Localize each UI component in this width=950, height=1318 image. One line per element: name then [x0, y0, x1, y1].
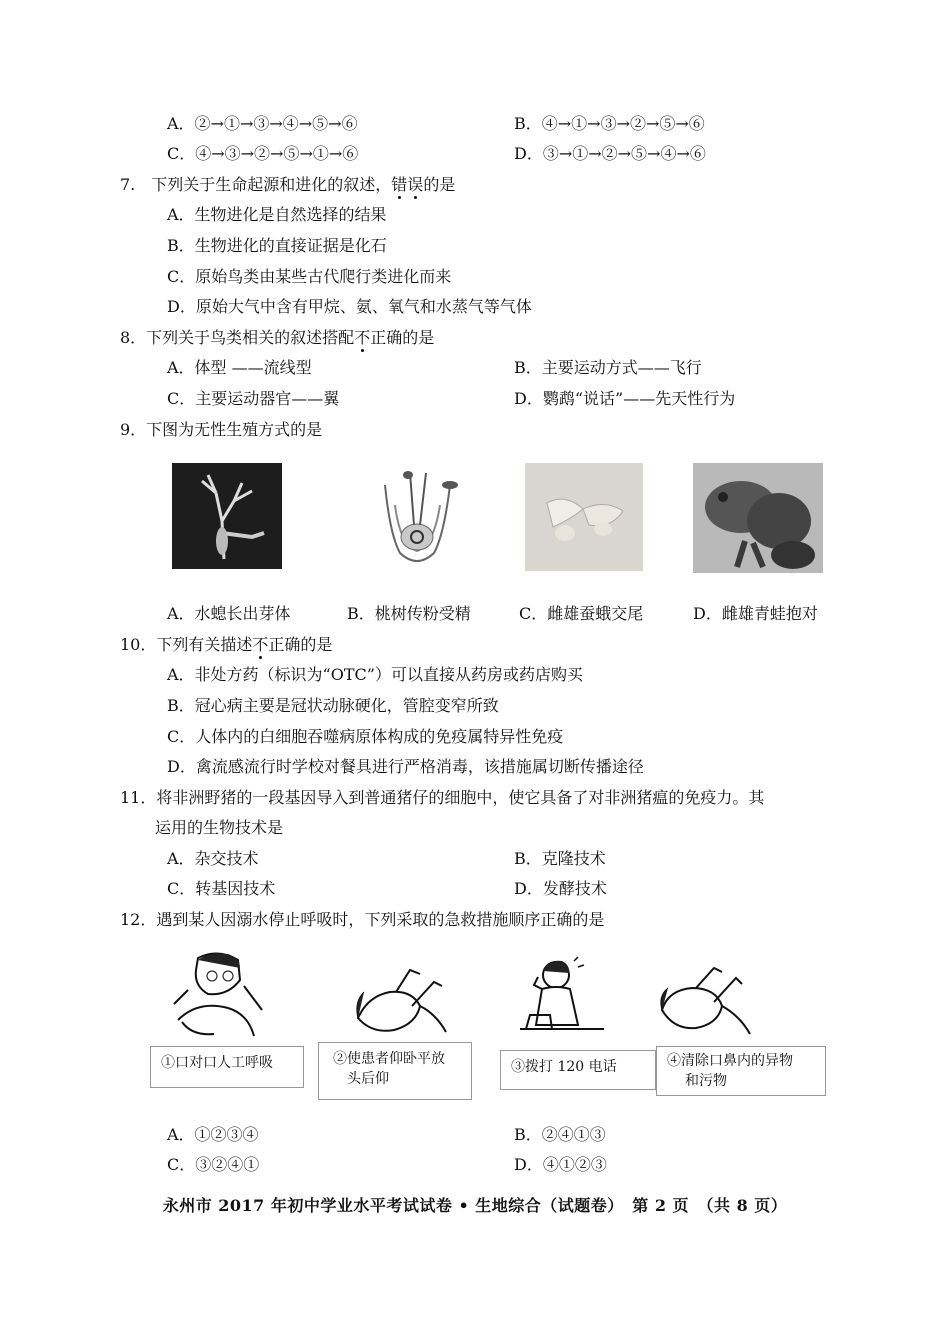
- q6-option-c: C．④→③→②→⑤→①→⑥: [167, 144, 359, 163]
- q12-option-b: B．②④①③: [514, 1125, 606, 1144]
- q10-stem: 10．下列有关描述不正确的是: [120, 635, 333, 654]
- clearing-airway-illustration: [656, 962, 756, 1046]
- q6-option-b: B．④→①→③→②→⑤→⑥: [514, 114, 705, 133]
- silkworm-moths-image: [525, 463, 643, 571]
- q12-option-a: A．①②③④: [167, 1125, 259, 1144]
- q11-option-a: A．杂交技术: [167, 849, 259, 868]
- caption-head-tilt: ②使患者仰卧平放 头后仰: [318, 1042, 472, 1100]
- q8-option-b: B．主要运动方式——飞行: [514, 358, 702, 377]
- q8-option-d: D．鹦鹉“说话”——先天性行为: [514, 389, 736, 408]
- q10-option-d: D．禽流感流行时学校对餐具进行严格消毒，该措施属切断传播途径: [167, 757, 644, 776]
- q8-stem: 8．下列关于鸟类相关的叙述搭配不正确的是: [120, 328, 435, 347]
- q9-option-c: C．雌雄蚕蛾交尾: [519, 604, 644, 623]
- q11-stem-line2: 运用的生物技术是: [155, 818, 284, 837]
- hydra-budding-image: [172, 463, 282, 569]
- q9-option-d: D．雌雄青蛙抱对: [693, 604, 818, 623]
- q12-stem: 12．遇到某人因溺水停止呼吸时，下列采取的急救措施顺序正确的是: [120, 910, 605, 929]
- q11-option-b: B．克隆技术: [514, 849, 606, 868]
- q6-option-a: A．②→①→③→④→⑤→⑥: [167, 114, 358, 133]
- calling-120-illustration: [512, 955, 610, 1045]
- frogs-amplexus-image: [693, 463, 823, 573]
- q7-option-d: D．原始大气中含有甲烷、氨、氧气和水蒸气等气体: [167, 297, 532, 316]
- q10-option-c: C．人体内的白细胞吞噬病原体构成的免疫属特异性免疫: [167, 727, 564, 746]
- caption-clear-airway: ④清除口鼻内的异物 和污物: [656, 1046, 826, 1096]
- q9-option-a: A．水螅长出芽体: [167, 604, 291, 623]
- page-footer: 永州市 2017 年初中学业水平考试试卷 • 生地综合（试题卷） 第 2 页 （共 8 页）: [162, 1196, 788, 1215]
- emphasis-mark: 错: [391, 175, 408, 194]
- q10-option-b: B．冠心病主要是冠状动脉硬化，管腔变窄所致: [167, 696, 499, 715]
- q12-option-d: D．④①②③: [514, 1155, 607, 1174]
- emphasis-mark: 不: [354, 328, 371, 347]
- q11-stem-line1: 11．将非洲野猪的一段基因导入到普通猪仔的细胞中，使它具备了对非洲猪瘟的免疫力。其: [120, 788, 765, 807]
- q9-option-b: B．桃树传粉受精: [347, 604, 471, 623]
- q7-option-a: A．生物进化是自然选择的结果: [167, 205, 387, 224]
- q7-option-c: C．原始鸟类由某些古代爬行类进化而来: [167, 267, 452, 286]
- q12-option-c: C．③②④①: [167, 1155, 260, 1174]
- q11-option-c: C．转基因技术: [167, 879, 276, 898]
- q7-stem: 7. 下列关于生命起源和进化的叙述，错误的是: [120, 175, 456, 194]
- q8-option-c: C．主要运动器官——翼: [167, 389, 340, 408]
- q11-option-d: D．发酵技术: [514, 879, 607, 898]
- emphasis-mark: 误: [407, 175, 424, 194]
- q7-option-b: B．生物进化的直接证据是化石: [167, 236, 387, 255]
- head-tilt-illustration: [350, 962, 448, 1042]
- q8-option-a: A．体型 ——流线型: [167, 358, 312, 377]
- q10-option-a: A．非处方药（标识为“OTC”）可以直接从药房或药店购买: [167, 665, 583, 684]
- emphasis-mark: 不: [252, 635, 269, 654]
- q6-option-d: D．③→①→②→⑤→④→⑥: [514, 144, 706, 163]
- peach-flower-diagram: [370, 465, 465, 575]
- caption-mouth-to-mouth: ①口对口人工呼吸: [150, 1046, 304, 1088]
- caption-call-120: ③拨打 120 电话: [500, 1050, 656, 1090]
- q9-stem: 9．下图为无性生殖方式的是: [120, 420, 323, 439]
- mouth-to-mouth-illustration: [168, 950, 268, 1042]
